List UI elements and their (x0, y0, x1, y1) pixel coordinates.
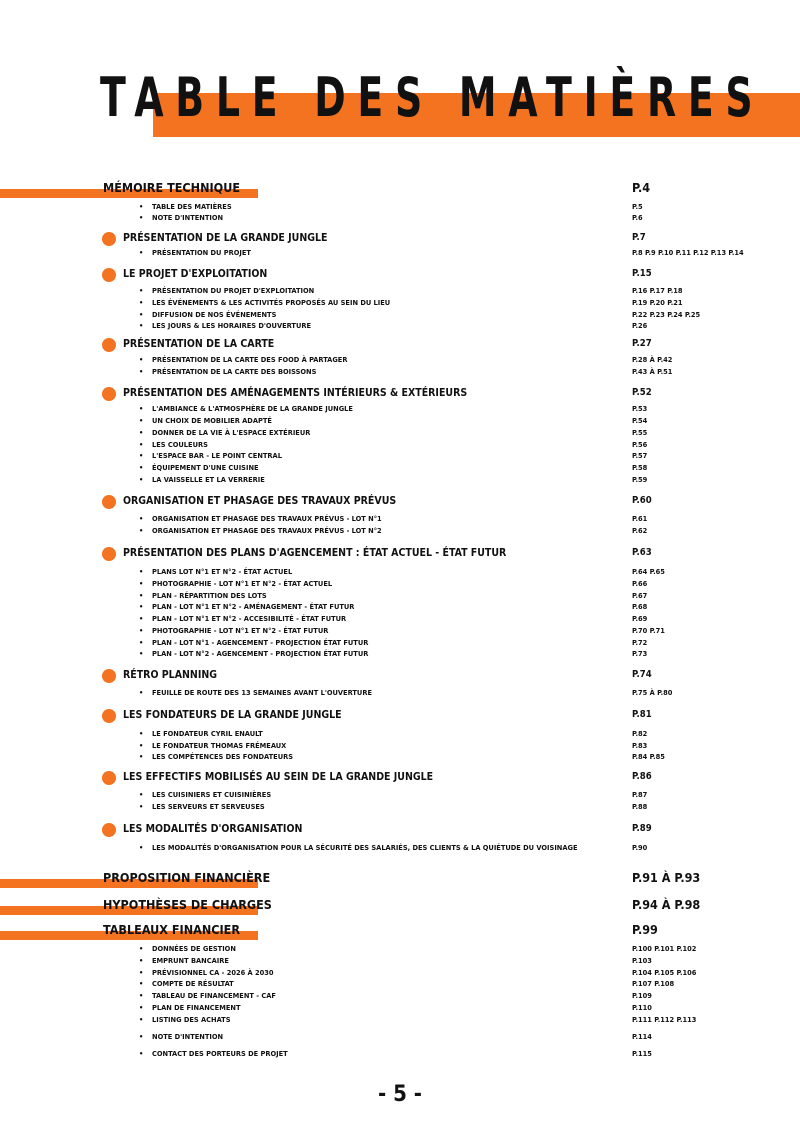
toc-item-page-ref: P.107 P.108 (632, 979, 675, 988)
toc-item-page-ref: P.110 (632, 1003, 652, 1012)
toc-item: • ORGANISATION ET PHASAGE DES TRAVAUX PRÉVUS - LOT N°2 (139, 526, 382, 536)
toc-item: • LE FONDATEUR CYRIL ENAULT (139, 729, 263, 739)
heading-page-ref: P.86 (632, 771, 652, 782)
toc-item: • UN CHOIX DE MOBILIER ADAPTÉ (139, 416, 272, 426)
toc-item: • PRÉSENTATION DU PROJET D'EXPLOITATION (139, 286, 314, 296)
toc-item: • LA VAISSELLE ET LA VERRERIE (139, 475, 265, 485)
toc-item-page-ref: P.5 (632, 202, 643, 211)
heading-page-ref: P.81 (632, 709, 652, 720)
toc-item-page-ref: P.82 (632, 729, 648, 738)
toc-item: • PRÉSENTATION DU PROJET (139, 248, 251, 258)
heading-page-ref: P.7 (632, 232, 646, 243)
toc-item: • PLANS LOT N°1 ET N°2 - ÉTAT ACTUEL (139, 567, 292, 577)
toc-item: • ORGANISATION ET PHASAGE DES TRAVAUX PRÉVUS - LOT N°1 (139, 514, 382, 524)
toc-item: • DIFFUSION DE NOS ÉVÉNEMENTS (139, 310, 276, 320)
toc-item-page-ref: P.61 (632, 514, 648, 523)
toc-item: • PLAN - LOT N°1 ET N°2 - AMÉNAGEMENT - ÉTAT FUTUR (139, 602, 354, 612)
heading-page-ref: P.89 (632, 823, 652, 834)
toc-item-page-ref: P.69 (632, 614, 648, 623)
toc-item-page-ref: P.90 (632, 843, 648, 852)
toc-item-page-ref: P.67 (632, 591, 648, 600)
toc-item-page-ref: P.6 (632, 213, 643, 222)
bullet-dot-icon (102, 232, 116, 246)
toc-item-page-ref: P.57 (632, 451, 648, 460)
toc-item-page-ref: P.104 P.105 P.106 (632, 968, 697, 977)
toc-item: • COMPTE DE RÉSULTAT (139, 979, 234, 989)
toc-item: • ÉQUIPEMENT D'UNE CUISINE (139, 463, 259, 473)
heading-title: PRÉSENTATION DES PLANS D'AGENCEMENT : ÉTAT ACTUEL - ÉTAT FUTUR (123, 547, 507, 559)
toc-item: • LES MODALITÉS D'ORGANISATION POUR LA SÉCURITÉ DES SALARIÉS, DES CLIENTS & LA QUIÉTUDE DU VOISINAGE (139, 843, 578, 853)
section-page-ref: P.91 À P.93 (632, 870, 701, 885)
page-title: TABLE DES MATIÈRES (100, 66, 765, 129)
toc-item: • NOTE D'INTENTION (139, 1032, 223, 1042)
toc-item-page-ref: P.66 (632, 579, 648, 588)
toc-item: • PRÉSENTATION DE LA CARTE DES FOOD À PARTAGER (139, 355, 347, 365)
toc-item: • DONNER DE LA VIE À L'ESPACE EXTÉRIEUR (139, 428, 310, 438)
page-number: - 5 - (378, 1082, 422, 1107)
bullet-dot-icon (102, 268, 116, 282)
section-title: MÉMOIRE TECHNIQUE (103, 180, 241, 195)
toc-item: • TABLEAU DE FINANCEMENT - CAF (139, 991, 276, 1001)
toc-item-page-ref: P.72 (632, 638, 648, 647)
toc-item-page-ref: P.28 À P.42 (632, 355, 673, 364)
toc-item: • PLAN - LOT N°1 - AGENCEMENT - PROJECTION ÉTAT FUTUR (139, 638, 368, 648)
toc-item-page-ref: P.75 À P.80 (632, 688, 673, 697)
toc-item: • LES COULEURS (139, 440, 208, 450)
toc-item: • LES COMPÉTENCES DES FONDATEURS (139, 752, 293, 762)
toc-item: • PLAN - RÉPARTITION DES LOTS (139, 591, 267, 601)
toc-item-page-ref: P.62 (632, 526, 648, 535)
section-title: PROPOSITION FINANCIÈRE (103, 870, 271, 885)
toc-item-page-ref: P.88 (632, 802, 648, 811)
toc-item: • FEUILLE DE ROUTE DES 13 SEMAINES AVANT L'OUVERTURE (139, 688, 372, 698)
bullet-dot-icon (102, 338, 116, 352)
bullet-dot-icon (102, 709, 116, 723)
toc-item: • DONNÉES DE GESTION (139, 944, 236, 954)
toc-item: • NOTE D'INTENTION (139, 213, 223, 223)
toc-item-page-ref: P.43 À P.51 (632, 367, 673, 376)
toc-item-page-ref: P.114 (632, 1032, 652, 1041)
toc-item: • LES JOURS & LES HORAIRES D'OUVERTURE (139, 321, 311, 331)
toc-item: • LE FONDATEUR THOMAS FRÉMEAUX (139, 741, 286, 751)
toc-item-page-ref: P.68 (632, 602, 648, 611)
toc-item-page-ref: P.111 P.112 P.113 (632, 1015, 697, 1024)
toc-item: • LES ÉVÉNEMENTS & LES ACTIVITÉS PROPOSÉS AU SEIN DU LIEU (139, 298, 390, 308)
toc-item: • LES CUISINIERS ET CUISINIÈRES (139, 790, 271, 800)
section-page-ref: P.4 (632, 180, 651, 195)
toc-item-page-ref: P.103 (632, 956, 652, 965)
bullet-dot-icon (102, 669, 116, 683)
toc-item-page-ref: P.83 (632, 741, 648, 750)
heading-title: ORGANISATION ET PHASAGE DES TRAVAUX PRÉVUS (123, 495, 397, 507)
section-title: TABLEAUX FINANCIER (103, 922, 241, 937)
heading-page-ref: P.74 (632, 669, 652, 680)
toc-item-page-ref: P.109 (632, 991, 652, 1000)
bullet-dot-icon (102, 547, 116, 561)
section-page-ref: P.94 À P.98 (632, 897, 701, 912)
toc-item: • LISTING DES ACHATS (139, 1015, 231, 1025)
toc-item-page-ref: P.8 P.9 P.10 P.11 P.12 P.13 P.14 (632, 248, 744, 257)
heading-page-ref: P.27 (632, 338, 652, 349)
bullet-dot-icon (102, 495, 116, 509)
toc-item: • CONTACT DES PORTEURS DE PROJET (139, 1049, 288, 1059)
toc-item: • TABLE DES MATIÈRES (139, 202, 232, 212)
toc-item-page-ref: P.84 P.85 (632, 752, 665, 761)
toc-item-page-ref: P.22 P.23 P.24 P.25 (632, 310, 701, 319)
heading-title: LES EFFECTIFS MOBILISÉS AU SEIN DE LA GRANDE JUNGLE (123, 771, 434, 783)
toc-item-page-ref: P.19 P.20 P.21 (632, 298, 683, 307)
toc-item-page-ref: P.53 (632, 404, 648, 413)
heading-title: PRÉSENTATION DE LA CARTE (123, 338, 275, 350)
section-title: HYPOTHÈSES DE CHARGES (103, 897, 272, 912)
heading-title: RÉTRO PLANNING (123, 669, 217, 681)
section-page-ref: P.99 (632, 922, 658, 937)
heading-page-ref: P.15 (632, 268, 652, 279)
toc-item-page-ref: P.16 P.17 P.18 (632, 286, 683, 295)
toc-item: • PLAN DE FINANCEMENT (139, 1003, 241, 1013)
heading-page-ref: P.60 (632, 495, 652, 506)
toc-item-page-ref: P.87 (632, 790, 648, 799)
toc-item: • PHOTOGRAPHIE - LOT N°1 ET N°2 - ÉTAT FUTUR (139, 626, 328, 636)
toc-item-page-ref: P.54 (632, 416, 648, 425)
toc-item: • PHOTOGRAPHIE - LOT N°1 ET N°2 - ÉTAT ACTUEL (139, 579, 332, 589)
toc-item-page-ref: P.73 (632, 649, 648, 658)
bullet-dot-icon (102, 823, 116, 837)
toc-item: • L'AMBIANCE & L'ATMOSPHÈRE DE LA GRANDE JUNGLE (139, 404, 353, 414)
toc-item: • LES SERVEURS ET SERVEUSES (139, 802, 265, 812)
toc-item-page-ref: P.55 (632, 428, 648, 437)
toc-item-page-ref: P.100 P.101 P.102 (632, 944, 697, 953)
bullet-dot-icon (102, 771, 116, 785)
toc-item: • EMPRUNT BANCAIRE (139, 956, 229, 966)
toc-item: • PLAN - LOT N°2 - AGENCEMENT - PROJECTION ÉTAT FUTUR (139, 649, 368, 659)
toc-item-page-ref: P.59 (632, 475, 648, 484)
toc-item: • PRÉVISIONNEL CA - 2026 À 2030 (139, 968, 273, 978)
toc-item: • PLAN - LOT N°1 ET N°2 - ACCESIBILITÉ - ÉTAT FUTUR (139, 614, 346, 624)
toc-item: • L'ESPACE BAR - LE POINT CENTRAL (139, 451, 282, 461)
toc-item: • PRÉSENTATION DE LA CARTE DES BOISSONS (139, 367, 316, 377)
heading-title: LES FONDATEURS DE LA GRANDE JUNGLE (123, 709, 342, 721)
toc-item-page-ref: P.56 (632, 440, 648, 449)
heading-title: LE PROJET D'EXPLOITATION (123, 268, 268, 280)
heading-page-ref: P.63 (632, 547, 652, 558)
heading-title: PRÉSENTATION DES AMÉNAGEMENTS INTÉRIEURS & EXTÉRIEURS (123, 387, 468, 399)
toc-item-page-ref: P.26 (632, 321, 648, 330)
toc-item-page-ref: P.64 P.65 (632, 567, 665, 576)
heading-page-ref: P.52 (632, 387, 652, 398)
heading-title: LES MODALITÉS D'ORGANISATION (123, 823, 303, 835)
toc-item-page-ref: P.58 (632, 463, 648, 472)
heading-title: PRÉSENTATION DE LA GRANDE JUNGLE (123, 232, 328, 244)
bullet-dot-icon (102, 387, 116, 401)
toc-item-page-ref: P.70 P.71 (632, 626, 665, 635)
toc-item-page-ref: P.115 (632, 1049, 652, 1058)
